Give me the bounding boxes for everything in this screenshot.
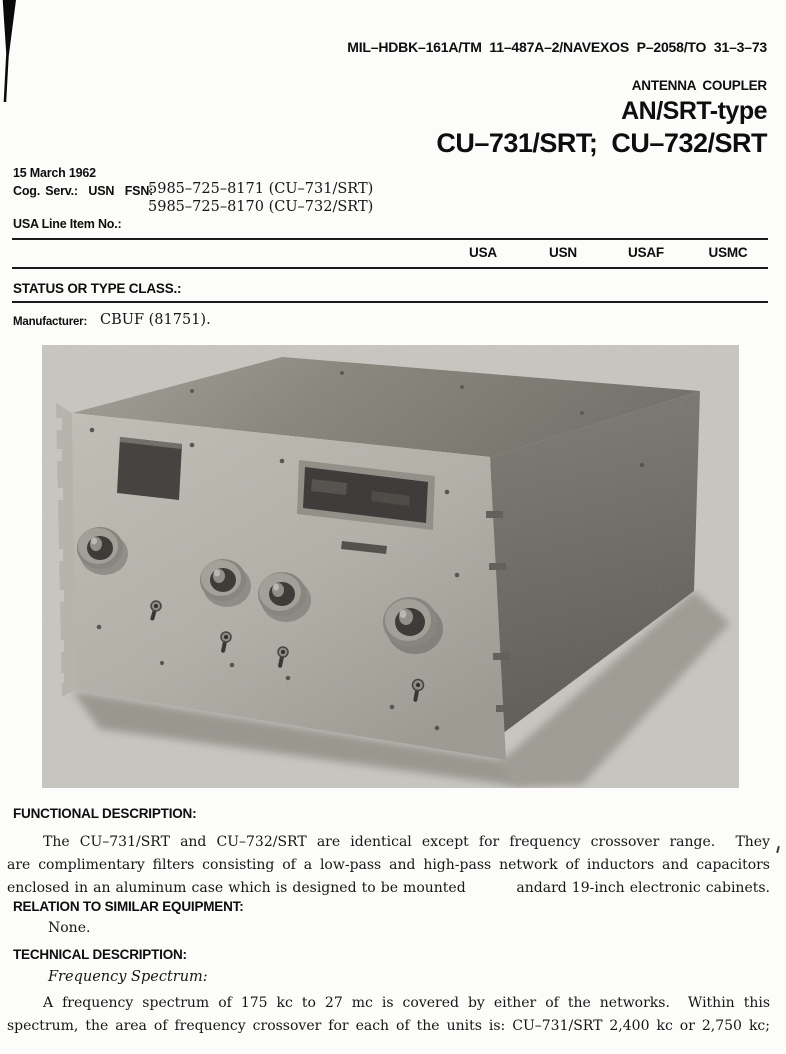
column-header-usmc: USMC <box>708 245 748 260</box>
equipment-type: AN/SRT-type <box>621 97 767 125</box>
status-type-class-label: STATUS OR TYPE CLASS.: <box>13 281 182 296</box>
technical-description-paragraph <box>7 992 770 1038</box>
photo-grain <box>42 345 739 788</box>
frequency-spectrum-subheading: Frequency Spectrum: <box>48 969 208 985</box>
manufacturer-value: CBUF (81751). <box>100 312 211 328</box>
divider-rule-bottom <box>12 301 768 303</box>
divider-rule-top <box>12 238 768 240</box>
usa-line-item-label: USA Line Item No.: <box>13 217 122 231</box>
equipment-photo-illustration <box>42 345 739 788</box>
paragraph-line: are complimentary filters consisting of a low-pass and high-pass network of inductors and capacitors <box>7 857 770 873</box>
cog-serv-fsn-label: Cog. Serv.: USN FSN: <box>13 184 154 198</box>
paragraph-line: A frequency spectrum of 175 kc to 27 mc is covered by either of the networks. Within this <box>43 995 770 1011</box>
divider-rule-middle <box>12 267 768 269</box>
page-title: CU–731/SRT; CU–732/SRT <box>436 128 767 158</box>
issue-date: 15 March 1962 <box>13 166 96 180</box>
paragraph-line: spectrum, the area of frequency crossover for each of the units is: CU–731/SRT 2,400 kc or 2,750 kc; <box>7 1018 770 1034</box>
doc-number: MIL–HDBK–161A/TM 11–487A–2/NAVEXOS P–2058/TO 31–3–73 <box>347 39 767 55</box>
equipment-photo <box>42 345 739 788</box>
column-header-usn: USN <box>549 245 577 260</box>
relation-heading: RELATION TO SIMILAR EQUIPMENT: <box>13 899 244 914</box>
fsn-value-1: 5985–725–8171 (CU–731/SRT) <box>148 181 374 197</box>
column-header-usaf: USAF <box>628 245 664 260</box>
paragraph-line: The CU–731/SRT and CU–732/SRT are identical except for frequency crossover range. They <box>43 834 770 850</box>
column-header-usa: USA <box>469 245 497 260</box>
equipment-category: ANTENNA COUPLER <box>631 78 767 93</box>
relation-body: None. <box>48 920 91 936</box>
functional-description-heading: FUNCTIONAL DESCRIPTION: <box>13 806 197 821</box>
technical-description-heading: TECHNICAL DESCRIPTION: <box>13 947 187 962</box>
scan-artifact-mark <box>2 0 16 102</box>
paragraph-line: enclosed in an aluminum case which is designed to be mounted andard 19-inch electronic cabinets. <box>7 880 770 896</box>
manufacturer-label: Manufacturer: <box>13 316 88 328</box>
fsn-value-2: 5985–725–8170 (CU–732/SRT) <box>148 199 374 215</box>
functional-description-paragraph <box>7 831 770 900</box>
scan-speck <box>776 846 780 853</box>
